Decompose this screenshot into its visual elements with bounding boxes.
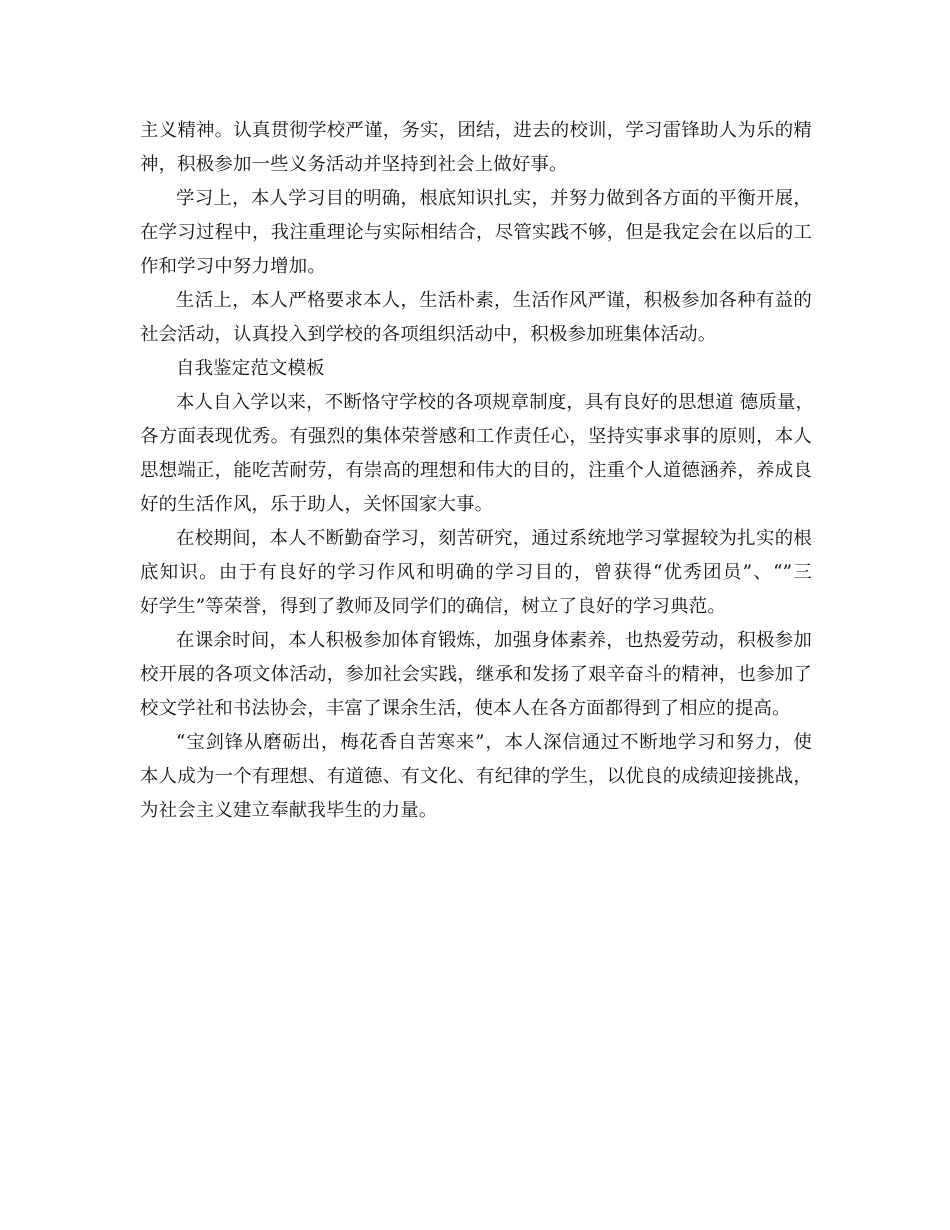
text-line: 各方面表现优秀。有强烈的集体荣誉感和工作责任心，坚持实事求事的原则，本人 — [140, 426, 812, 447]
text-line: 好的生活作风，乐于助人，关怀国家大事。 — [140, 494, 494, 515]
text-line: 为社会主义建立奉献我毕生的力量。 — [140, 800, 438, 821]
text-line: 本人自入学以来，不断恪守学校的各项规章制度，具有良好的思想道 德质量， — [176, 392, 815, 413]
text-line: 社会活动，认真投入到学校的各项组织活动中，积极参加班集体活动。 — [140, 324, 717, 345]
text-line: “宝剑锋从磨砺出，梅花香自苦寒来”，本人深信通过不断地学习和努力，使 — [176, 732, 812, 753]
text-line: 底知识。由于有良好的学习作风和明确的学习目的，曾获得“优秀团员”、“”三 — [140, 562, 812, 583]
text-line: 校开展的各项文体活动，参加社会实践，继承和发扬了艰辛奋斗的精神，也参加了 — [140, 664, 812, 685]
text-line: 在校期间，本人不断勤奋学习，刻苦研究，通过系统地学习掌握较为扎实的根 — [176, 528, 812, 549]
text-line: 校文学社和书法协会，丰富了课余生活，使本人在各方面都得到了相应的提高。 — [140, 698, 791, 719]
text-line: 在学习过程中，我注重理论与实际相结合，尽管实践不够，但是我定会在以后的工 — [140, 222, 812, 243]
text-line: 神，积极参加一些义务活动并坚持到社会上做好事。 — [140, 154, 568, 175]
text-line: 学习上，本人学习目的明确，根底知识扎实，并努力做到各方面的平衡开展， — [176, 188, 812, 209]
text-line: 好学生”等荣誉，得到了教师及同学们的确信，树立了良好的学习典范。 — [140, 596, 726, 617]
document-body — [140, 114, 815, 828]
text-line: 生活上，本人严格要求本人，生活朴素，生活作风严谨，积极参加各种有益的 — [176, 290, 812, 311]
section-heading: 自我鉴定范文模板 — [176, 358, 325, 379]
text-line: 作和学习中努力增加。 — [140, 256, 326, 277]
text-line: 在课余时间，本人积极参加体育锻炼，加强身体素养，也热爱劳动，积极参加 — [176, 630, 812, 651]
text-line: 主义精神。认真贯彻学校严谨，务实，团结，进去的校训，学习雷锋助人为乐的精 — [140, 120, 812, 141]
text-line: 本人成为一个有理想、有道德、有文化、有纪律的学生，以优良的成绩迎接挑战， — [140, 766, 812, 787]
text-line: 思想端正，能吃苦耐劳，有崇高的理想和伟大的目的，注重个人道德涵养，养成良 — [140, 460, 812, 481]
